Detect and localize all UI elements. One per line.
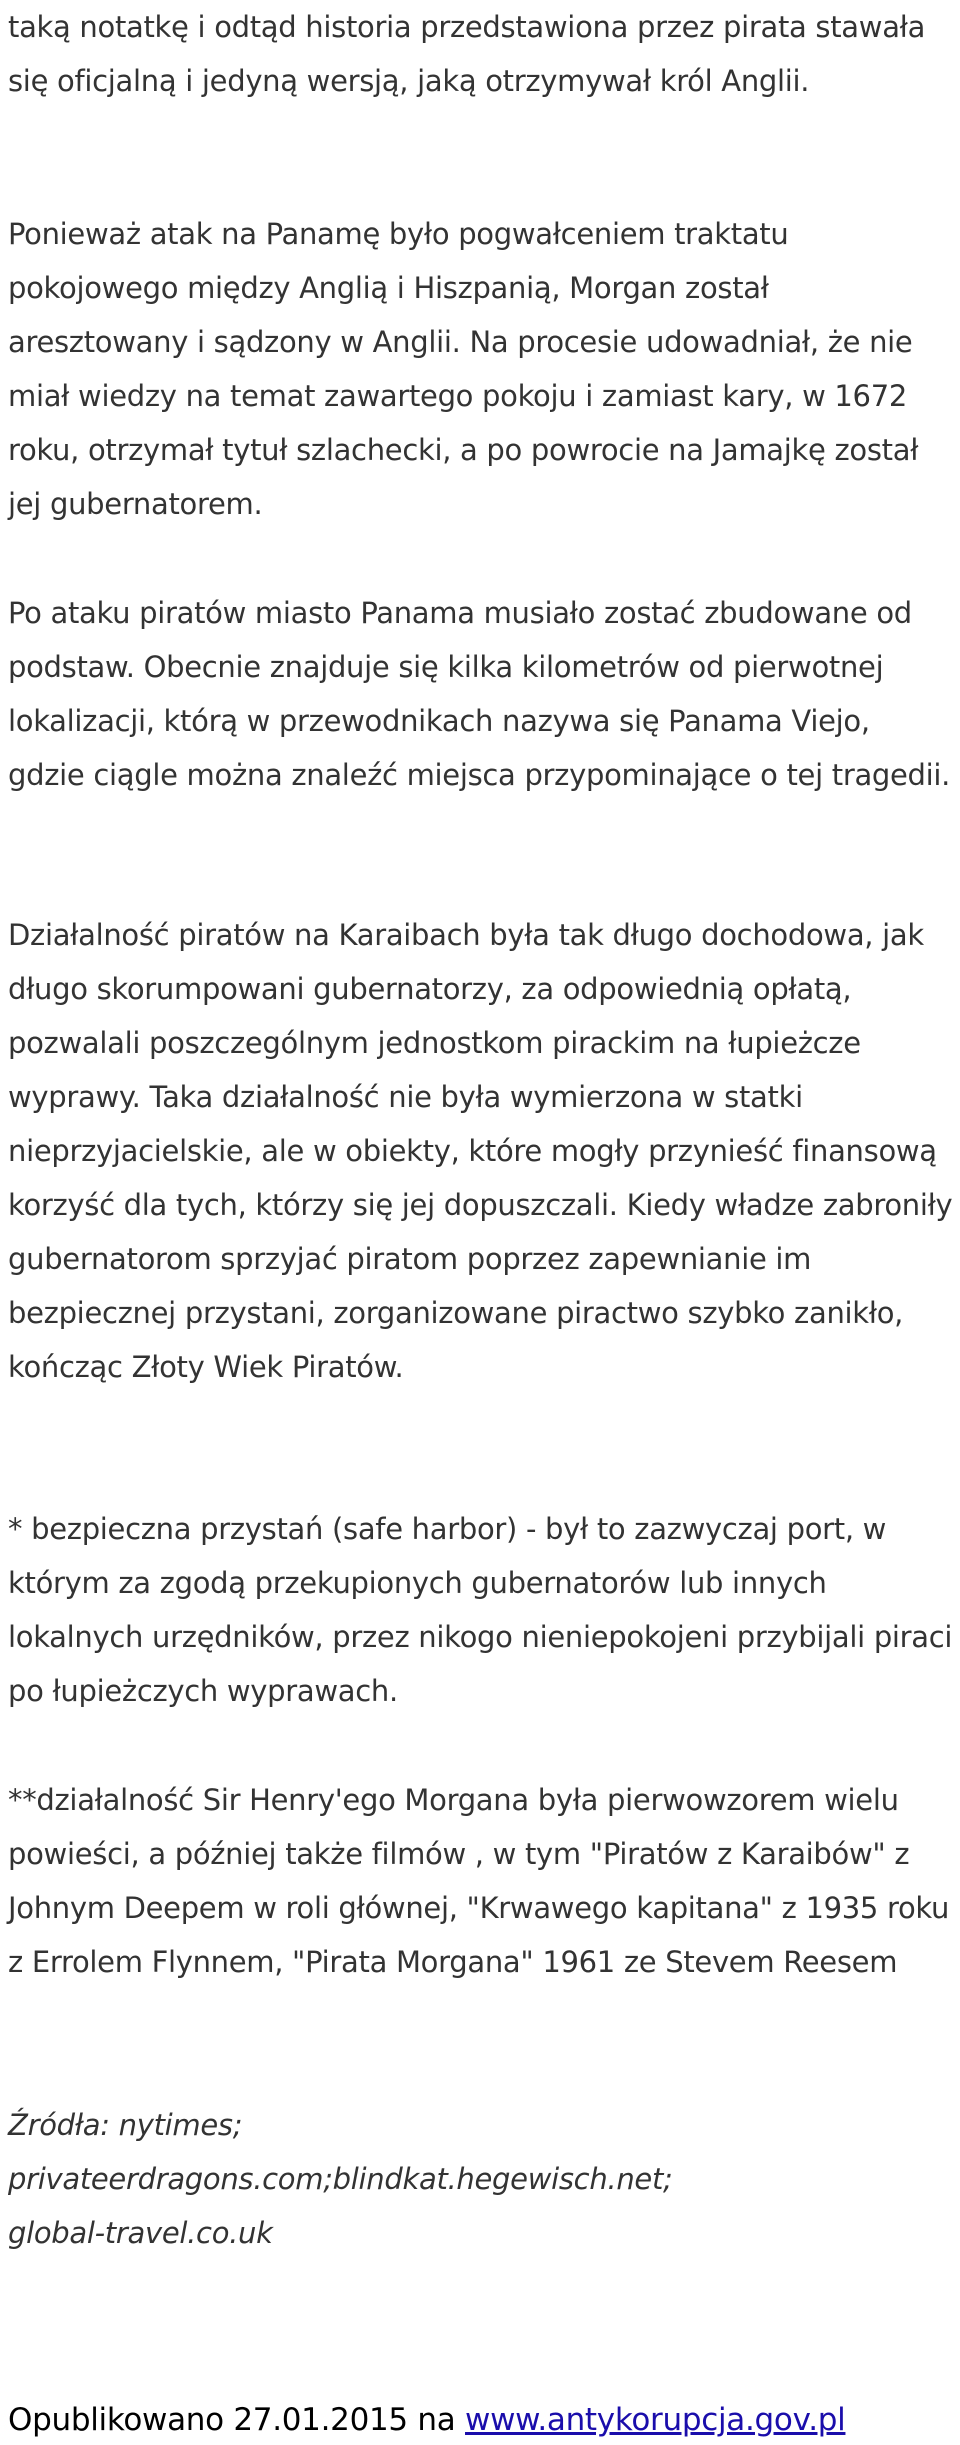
footnote-safe-harbor: * bezpieczna przystań (safe harbor) - był to zazwyczaj port, w którym za zgodą przekupionych gubernatorów lub innych lokalnych urzędników, przez nikogo nieniepokojeni przybijali piraci po łupieżczych wyprawach. [8, 1512, 953, 1708]
footnote-morgan-legacy: **działalność Sir Henry'ego Morgana była pierwowzorem wielu powieści, a później także filmów , w tym "Piratów z Karaibów" z Johnym Deepem w roli głównej, "Krwawego kapitana" z 1935 roku z Errolem Flynnem, "Pirata Morgana" 1961 ze Stevem Reesem [8, 1783, 950, 1979]
paragraph-pirate-activity: Działalność piratów na Karaibach była tak długo dochodowa, jak długo skorumpowani gubernatorzy, za odpowiednią opłatą, pozwalali poszczególnym jednostkom pirackim na łupieżcze wyprawy. Taka działalność nie była wymierzona w statki nieprzyjacielskie, ale w obiekty, które mogły przynieść finansową korzyść dla tych, którzy się jej dopuszczali. Kiedy władze zabroniły gubernatorom sprzyjać piratom poprzez zapewnianie im bezpiecznej przystani, zorganizowane piractwo szybko zanikło, kończąc Złoty Wiek Piratów. [8, 918, 953, 1384]
paragraph-intro: taką notatkę i odtąd historia przedstawiona przez pirata stawała się oficjalną i jedyną wersją, jaką otrzymywał król Anglii. [8, 10, 926, 98]
sources-block [8, 2098, 673, 2260]
publication-footer [8, 2395, 845, 2445]
paragraph-morgan-trial: Ponieważ atak na Panamę było pogwałceniem traktatu pokojowego między Anglią i Hiszpanią, Morgan został aresztowany i sądzony w Anglii. Na procesie udowadniał, że nie miał wiedzy na temat zawartego pokoju i zamiast kary, w 1672 roku, otrzymał tytuł szlachecki, a po powrocie na Jamajkę został jej gubernatorem. [8, 217, 919, 521]
paragraph-panama-rebuild: Po ataku piratów miasto Panama musiało zostać zbudowane od podstaw. Obecnie znajduje się kilka kilometrów od pierwotnej lokalizacji, którą w przewodnikach nazywa się Panama Viejo, gdzie ciągle można znaleźć miejsca przypominające o tej tragedii. [8, 596, 951, 792]
sources-line-2: privateerdragons.com;blindkat.hegewisch.net; [8, 2162, 673, 2196]
published-date-text: Opublikowano 27.01.2015 na [8, 2402, 466, 2438]
sources-label: Źródła: nytimes; [8, 2108, 243, 2142]
site-link[interactable]: www.antykorupcja.gov.pl [465, 2402, 846, 2438]
sources-line-3: global-travel.co.uk [8, 2216, 273, 2250]
